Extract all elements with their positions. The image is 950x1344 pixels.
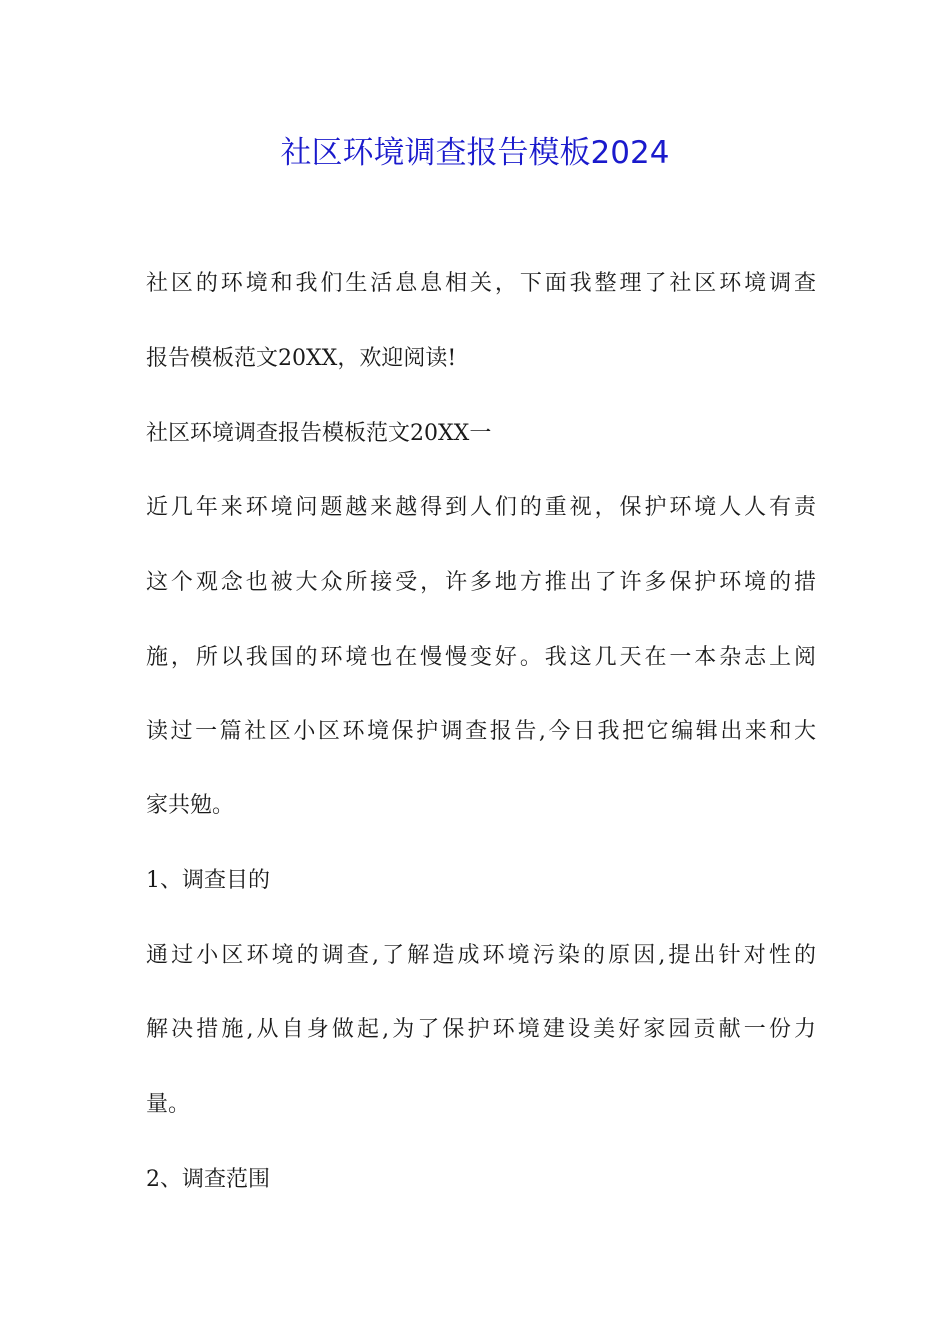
purpose-line-1: 通过小区环境的调查,了解造成环境污染的原因,提出针对性的: [146, 943, 816, 968]
subheading-purpose: 1、调查目的: [146, 868, 270, 893]
paragraph-line-5: 家共勉。: [146, 793, 235, 818]
paragraph-line-4: 读过一篇社区小区环境保护调查报告,今日我把它编辑出来和大: [146, 719, 816, 744]
document-title: 社区环境调查报告模板2024: [280, 135, 670, 171]
paragraph-line-3: 施，所以我国的环境也在慢慢变好。我这几天在一本杂志上阅: [146, 645, 816, 670]
purpose-line-2: 解决措施,从自身做起,为了保护环境建设美好家园贡献一份力: [146, 1017, 816, 1042]
subheading-scope: 2、调查范围: [146, 1167, 270, 1192]
purpose-line-3: 量。: [146, 1092, 191, 1117]
paragraph-line-1: 近几年来环境问题越来越得到人们的重视，保护环境人人有责: [146, 495, 816, 520]
paragraph-line-2: 这个观念也被大众所接受，许多地方推出了许多保护环境的措: [146, 570, 816, 595]
section-heading: 社区环境调查报告模板范文20XX一: [146, 421, 492, 446]
intro-line-2: 报告模板范文20XX，欢迎阅读!: [146, 346, 457, 371]
intro-line-1: 社区的环境和我们生活息息相关，下面我整理了社区环境调查: [146, 271, 816, 296]
